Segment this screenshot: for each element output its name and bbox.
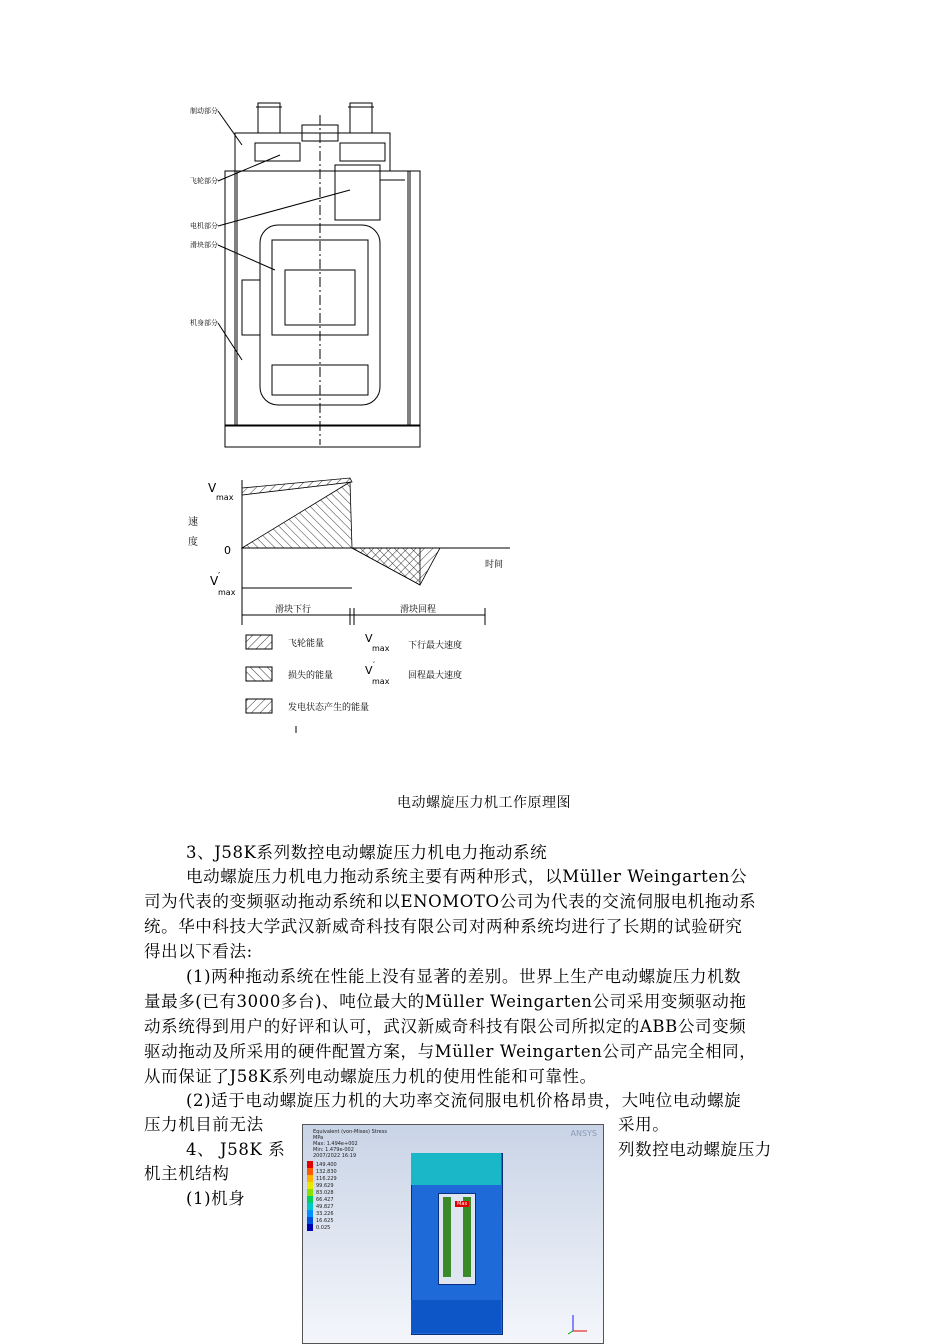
fea-max-tag: Max: [457, 1201, 468, 1207]
return-stroke-label: 滑块回程: [400, 605, 437, 615]
drawing-label-slide: 滑块部分: [190, 241, 218, 249]
legend-lost-energy: 损失的能量: [288, 671, 334, 681]
p2-line-4: 驱动拖动及所采用的硬件配置方案，与Müller Weingarten公司产品完全相同，: [144, 1042, 757, 1061]
fea-legend-row: [307, 1217, 337, 1224]
fea-legend-row: [307, 1196, 337, 1203]
p1-line-3: 统。华中科技大学武汉新威奇科技有限公司对两种系统均进行了长期的试验研究: [144, 917, 743, 936]
fea-legend-row: [307, 1182, 337, 1189]
paragraph-2: [144, 964, 806, 1089]
figure-caption: 电动螺旋压力机工作原理图: [397, 795, 571, 811]
vprime-prime: ′: [218, 571, 221, 582]
fea-legend-value: 49.827: [316, 1203, 334, 1210]
fea-legend: [307, 1161, 337, 1231]
fea-legend-value: 33.226: [316, 1210, 334, 1217]
fea-legend-row: [307, 1161, 337, 1168]
drawing-label-brake: 制动部分: [190, 107, 218, 115]
fea-legend-swatch: [307, 1203, 313, 1210]
velocity-diagram: [180, 470, 520, 740]
p3-line-2-right: 采用。: [618, 1115, 670, 1134]
section-3-title: 3、J58K系列数控电动螺旋压力机电力拖动系统: [186, 843, 548, 862]
down-stroke-label: 滑块下行: [275, 605, 312, 615]
p3-line-2-left: 压力机目前无法: [144, 1115, 264, 1134]
fea-legend-value: 149.400: [316, 1161, 337, 1168]
fea-legend-row: [307, 1189, 337, 1196]
press-machine-drawing: [180, 95, 440, 455]
vprime-symbol: V: [210, 574, 219, 588]
legend-generated-energy: 发电状态产生的能量: [288, 703, 370, 713]
fea-legend-row: [307, 1210, 337, 1217]
fea-legend-swatch: [307, 1196, 313, 1203]
legend-vmax-sub: max: [372, 644, 390, 653]
drawing-label-frame: 机身部分: [190, 319, 218, 327]
fea-legend-swatch: [307, 1168, 313, 1175]
drawing-label-flywheel: 飞轮部分: [190, 177, 218, 185]
p1-line-4: 得出以下看法:: [144, 942, 253, 961]
fea-legend-swatch: [307, 1182, 313, 1189]
vmax-subscript: max: [216, 493, 234, 502]
fea-legend-value: 83.028: [316, 1189, 334, 1196]
fea-legend-swatch: [307, 1189, 313, 1196]
fea-legend-value: 132.830: [316, 1168, 337, 1175]
legend-vprime-desc: 回程最大速度: [408, 671, 463, 681]
legend-flywheel-energy: 飞轮能量: [288, 639, 325, 649]
fea-brand: ANSYS: [570, 1129, 597, 1138]
p2-line-3: 动系统得到用户的好评和认可，武汉新威奇科技有限公司所拟定的ABB公司变频: [144, 1017, 747, 1036]
fea-legend-row: [307, 1203, 337, 1210]
fea-legend-value: 16.625: [316, 1217, 334, 1224]
fea-legend-value: 66.427: [316, 1196, 334, 1203]
legend-vprime-sub: max: [372, 677, 390, 686]
fea-legend-value: 116.229: [316, 1175, 337, 1182]
fea-legend-swatch: [307, 1210, 313, 1217]
section-4-left: 4、 J58K 系: [186, 1140, 286, 1159]
fea-legend-row: [307, 1168, 337, 1175]
section-4-right: 列数控电动螺旋压力: [618, 1140, 772, 1159]
fea-legend-swatch: [307, 1217, 313, 1224]
speed-label-1: 速: [188, 517, 198, 528]
p2-line-1: (1)两种拖动系统在性能上没有显著的差别。世界上生产电动螺旋压力机数: [186, 967, 742, 986]
fea-title: Equivalent (von-Mises) Stress MPa Max: 1.494e+002 Min: 1.479e-002 2007/2022 16:19: [313, 1129, 387, 1159]
subsection-frame: (1)机身: [186, 1189, 246, 1208]
fea-legend-swatch: [307, 1175, 313, 1182]
fea-legend-value: 0.025: [316, 1224, 331, 1231]
vprime-subscript: max: [218, 588, 236, 597]
p2-line-5: 从而保证了J58K系列电动螺旋压力机的使用性能和可靠性。: [144, 1067, 597, 1086]
p3-line-1: (2)适于电动螺旋压力机的大功率交流伺服电机价格昂贵，大吨位电动螺旋: [186, 1091, 742, 1110]
legend-vprime-prime: ′: [373, 661, 376, 671]
drawing-label-motor: 电机部分: [190, 222, 218, 230]
fea-legend-row: [307, 1224, 337, 1231]
fea-legend-row: [307, 1175, 337, 1182]
p2-line-2: 量最多(已有3000多台)、吨位最大的Müller Weingarten公司采用变频驱动拖: [144, 992, 747, 1011]
speed-label-2: 度: [188, 537, 198, 548]
zero-label: 0: [224, 544, 231, 557]
fea-legend-swatch: [307, 1224, 313, 1231]
time-label: 时间: [485, 560, 504, 570]
legend-vprime-symbol: V: [365, 664, 373, 677]
p1-line-1: 电动螺旋压力机电力拖动系统主要有两种形式，以Müller Weingarten公: [186, 867, 748, 886]
fea-legend-value: 99.629: [316, 1182, 334, 1189]
legend-vmax-symbol: V: [365, 632, 373, 645]
section-4-line-2: 机主机结构: [144, 1164, 230, 1183]
fea-stress-image: [302, 1124, 604, 1344]
legend-vmax-desc: 下行最大速度: [408, 641, 463, 651]
vmax-symbol: V: [208, 481, 217, 495]
p1-line-2: 司为代表的变频驱动拖动系统和以ENOMOTO公司为代表的交流伺服电机拖动系: [144, 892, 757, 911]
fea-legend-swatch: [307, 1161, 313, 1168]
axis-triad-icon: [565, 1311, 589, 1335]
paragraph-1: [144, 864, 806, 964]
